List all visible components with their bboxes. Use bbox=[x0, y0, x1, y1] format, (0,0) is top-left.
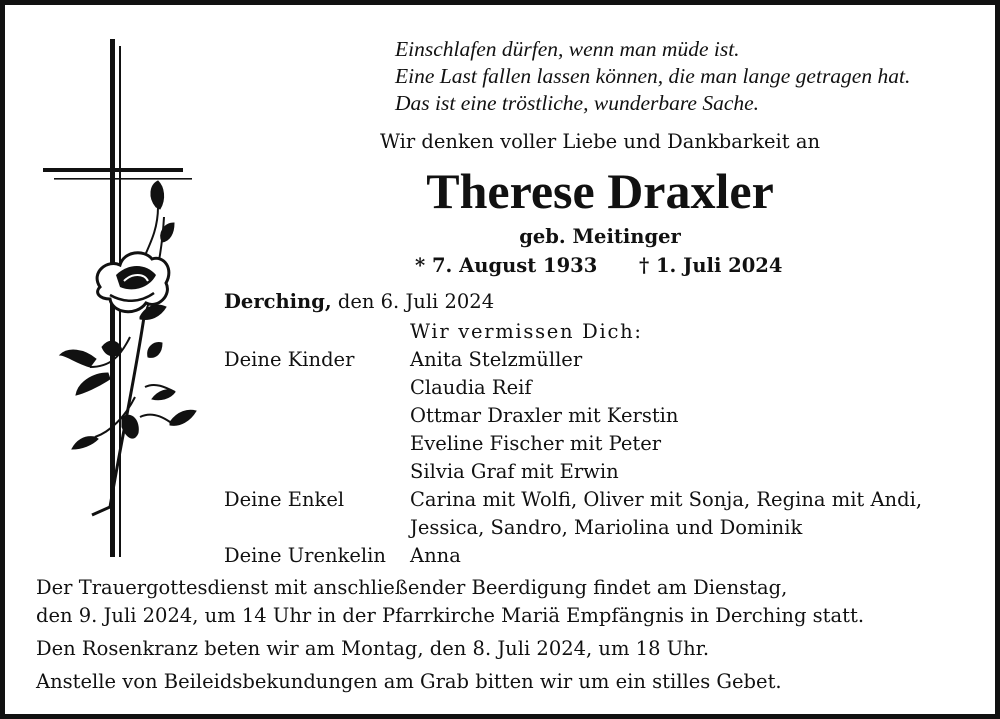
notice-line: Anstelle von Beileidsbekundungen am Grab bitten wir um ein stilles Gebet. bbox=[36, 670, 782, 693]
death-date: † 1. Juli 2024 bbox=[639, 254, 783, 277]
cross-rose-artwork bbox=[40, 37, 200, 562]
notice-line: Der Trauergottesdienst mit anschließender Beerdigung findet am Dienstag, bbox=[36, 576, 788, 599]
poem-line: Eine Last fallen lassen können, die man lange getragen hat. bbox=[395, 64, 911, 88]
mourner-label: Deine Enkel bbox=[224, 488, 345, 511]
mourner-name: Ottmar Draxler mit Kerstin bbox=[410, 404, 679, 427]
intro-text: Wir denken voller Liebe und Dankbarkeit an bbox=[379, 130, 821, 153]
mourner-name: Claudia Reif bbox=[410, 376, 532, 399]
mourner-name: Anita Stelzmüller bbox=[410, 348, 583, 371]
mourner-label: Deine Urenkelin bbox=[224, 544, 386, 567]
mourner-label: Deine Kinder bbox=[224, 348, 355, 371]
date: den 6. Juli 2024 bbox=[331, 290, 495, 313]
poem-line: Einschlafen dürfen, wenn man müde ist. bbox=[395, 37, 740, 61]
deceased-name: Therese Draxler bbox=[426, 163, 774, 219]
mourner-name: Eveline Fischer mit Peter bbox=[410, 432, 662, 455]
place-date bbox=[224, 290, 494, 314]
mourner-name: Jessica, Sandro, Mariolina und Dominik bbox=[410, 516, 803, 539]
maiden-name: geb. Meitinger bbox=[519, 225, 681, 248]
notice-line: Den Rosenkranz beten wir am Montag, den 8. Juli 2024, um 18 Uhr. bbox=[36, 637, 710, 660]
mourner-name: Silvia Graf mit Erwin bbox=[410, 460, 619, 483]
rose-icon bbox=[60, 181, 196, 515]
mourner-name: Anna bbox=[410, 544, 461, 567]
notice-line: den 9. Juli 2024, um 14 Uhr in der Pfarrkirche Mariä Empfängnis in Derching statt. bbox=[36, 604, 865, 627]
mourner-name: Carina mit Wolfi, Oliver mit Sonja, Regina mit Andi, bbox=[410, 488, 923, 511]
poem-line: Das ist eine tröstliche, wunderbare Sache. bbox=[395, 91, 760, 115]
place: Derching, bbox=[224, 290, 332, 313]
birth-date: * 7. August 1933 bbox=[415, 254, 598, 277]
miss-line: Wir vermissen Dich: bbox=[410, 320, 643, 343]
